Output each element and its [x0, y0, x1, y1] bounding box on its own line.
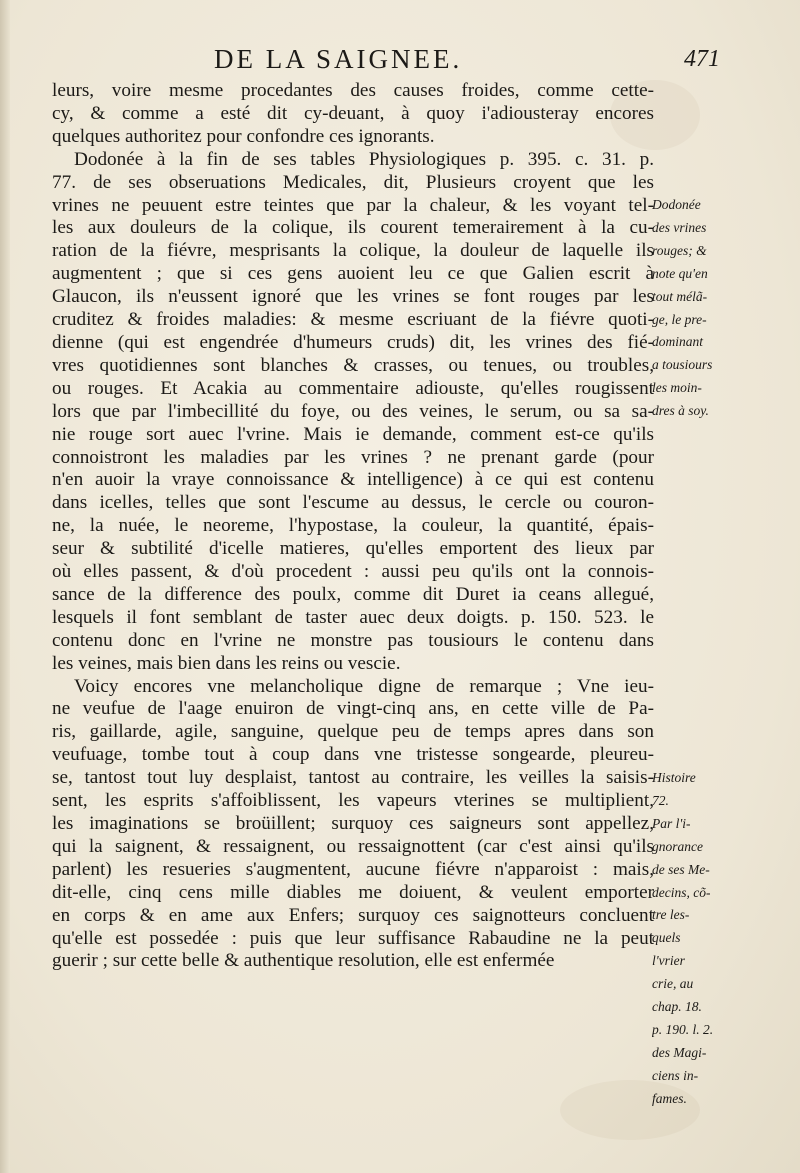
- text-line: veufuage, tombe tout à coup dans vne tristesse songearde, pleureu-: [52, 744, 654, 766]
- margin-note-line: des vrines: [652, 219, 707, 235]
- text-line: guerir ; sur cette belle & authentique resolution, elle est enfermée: [52, 950, 555, 972]
- text-line: dit-elle, cinq cens mille diables me doiuent, & veulent emporter: [52, 881, 654, 903]
- margin-note-line: fames.: [652, 1090, 687, 1106]
- text-line: augmentent ; que si ces gens auoient leu ce que Galien escrit à: [52, 263, 654, 285]
- text-line: Dodonée à la fin de ses tables Physiologiques p. 395. c. 31. p.: [74, 148, 654, 170]
- margin-note-line: de ses Me-: [652, 861, 710, 877]
- margin-note-line: gnorance: [652, 838, 703, 854]
- margin-notes-bottom: [652, 767, 762, 1111]
- text-line: les imaginations se broüillent; surquoy ces saigneurs sont appellez,: [52, 813, 654, 834]
- margin-note-line: quels: [652, 930, 681, 946]
- margin-note-line: ge, le pre-: [652, 311, 707, 327]
- margin-note-line: crie, au: [652, 976, 694, 992]
- text-line: ou rouges. Et Acakia au commentaire adiouste, qu'elles rougissent: [52, 377, 654, 399]
- margin-note-line: a tousiours: [652, 357, 713, 373]
- margin-notes-top: [652, 194, 762, 423]
- text-line: en corps & en ame aux Enfers; surquoy ces saignotteurs concluent: [52, 904, 654, 926]
- text-line: qu'elle est possedée : puis que leur suffisance Rabaudine ne la peut: [52, 927, 654, 949]
- text-line: sent, les esprits s'affoiblissent, les vapeurs vterines se multiplient,: [52, 790, 654, 812]
- text-line: Glaucon, ils n'eussent ignoré que les vrines se font rouges par les: [52, 286, 654, 308]
- text-line: cy, & comme a esté dit cy-deuant, à quoy i'adiousteray encores: [52, 102, 654, 124]
- margin-note-line: tout mélã-: [652, 288, 708, 304]
- text-line: dans icelles, telles que sont l'escume au dessus, le cercle ou couron-: [52, 492, 654, 514]
- text-line: vres quotidiennes sont blanches & crasses, ou tenues, ou troubles,: [52, 354, 654, 376]
- margin-note-line: 72.: [652, 792, 669, 808]
- margin-note-line: les moin-: [652, 380, 702, 396]
- running-title: DE LA SAIGNEE.: [214, 44, 463, 74]
- text-line: ne veufue de l'aage enuiron de vingt-cinq ans, en cette ville de Pa-: [52, 698, 654, 720]
- text-line: quelques authoritez pour confondre ces ignorants.: [52, 125, 435, 147]
- text-line: connoistront les maladies par les vrines ? ne prenant garde (pour: [52, 446, 654, 468]
- text-line: Voicy encores vne melancholique digne de remarque ; Vne ieu-: [74, 675, 654, 697]
- text-line: qui la saignent, & ressaignent, ou ressaignottent (car c'est ainsi qu'ils: [52, 835, 654, 857]
- text-line: contenu donc en l'vrine ne monstre pas tousiours le contenu dans: [52, 629, 654, 651]
- margin-note-line: l'vrier: [652, 953, 685, 969]
- margin-note-line: ciens in-: [652, 1067, 699, 1083]
- text-line: les veines, mais bien dans les reins ou vescie.: [52, 652, 401, 674]
- text-line: ris, gaillarde, agile, sanguine, quelque peu de temps apres dans son: [52, 721, 654, 743]
- body-text: [52, 80, 654, 973]
- text-line: sance de la difference des poulx, comme dit Duret ia ceans allegué,: [52, 583, 654, 605]
- margin-note-line: des Magi-: [652, 1044, 707, 1060]
- text-line: vrines ne peuuent estre teintes que par la chaleur, & les voyant tel-: [52, 194, 654, 216]
- page-spine-edge: [0, 0, 10, 1173]
- text-line: ration de la fiévre, mesprisants la colique, la douleur de laquelle ils: [52, 240, 654, 262]
- margin-note-line: chap. 18.: [652, 999, 702, 1015]
- margin-note-line: Histoire: [652, 770, 696, 785]
- page-header: [200, 44, 720, 80]
- text-line: lors que par l'imbecillité du foye, ou des veines, le serum, ou sa sa-: [52, 400, 654, 422]
- text-line: cruditez & froides maladies: & mesme escriuant de la fiévre quoti-: [52, 309, 654, 331]
- text-line: les aux douleurs de la colique, ils courent temerairement à la cu-: [52, 217, 654, 239]
- text-line: 77. de ses obseruations Medicales, dit, Plusieurs croyent que les: [52, 171, 654, 193]
- text-line: ne, la nuée, le neoreme, l'hypostase, la couleur, la quantité, épais-: [52, 515, 654, 537]
- text-line: lesquels il font semblant de taster auec deux doigts. p. 150. 523. le: [52, 606, 654, 628]
- margin-note-line: tre les-: [652, 907, 690, 923]
- margin-note-line: decins, cõ-: [652, 884, 711, 900]
- margin-note-line: Par l'i-: [652, 815, 691, 831]
- margin-note-line: Dodonée: [652, 197, 701, 212]
- text-line: nie rouge sort auec l'vrine. Mais ie demande, comment est-ce qu'ils: [52, 423, 654, 445]
- text-line: dienne (qui est engendrée d'humeurs cruds) dit, les vrines des fié-: [52, 331, 654, 353]
- text-line: parlent) les resueries s'augmentent, aucune fiévre n'apparoist : mais,: [52, 858, 654, 880]
- margin-note-line: dominant: [652, 334, 704, 350]
- text-line: où elles passent, & d'où procedent : aussi peu qu'ils ont la connois-: [52, 561, 654, 583]
- margin-note-line: dres à soy.: [652, 403, 709, 419]
- text-line: leurs, voire mesme procedantes des causes froides, comme cette-: [52, 80, 654, 101]
- text-line: seur & subtilité d'icelle matieres, qu'elles emportent des lieux par: [52, 538, 654, 560]
- text-line: n'en auoir la vraye connoissance & intelligence) à ce qui est contenu: [52, 469, 654, 491]
- margin-note-line: note qu'en: [652, 265, 708, 281]
- page-number: 471: [684, 46, 720, 72]
- margin-note-line: rouges; &: [652, 242, 707, 258]
- margin-note-line: p. 190. l. 2.: [652, 1021, 714, 1037]
- text-line: se, tantost tout luy desplaist, tantost au contraire, les veilles la saisis-: [52, 767, 654, 789]
